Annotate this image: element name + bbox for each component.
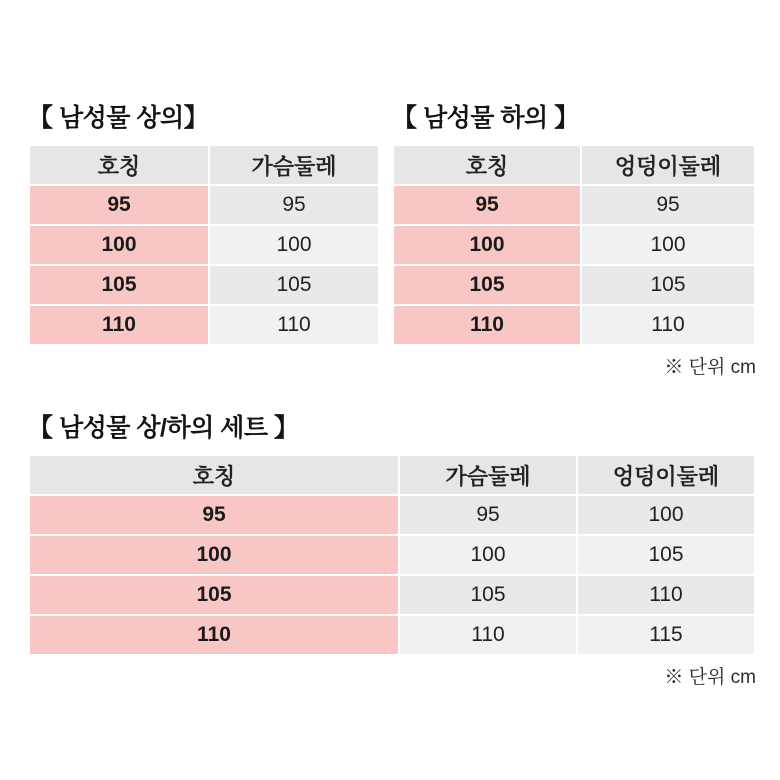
table-row [394, 306, 754, 344]
section-title-mens-bottom: 【 남성물 하의 】 [392, 104, 579, 132]
cell-size: 100 [30, 536, 398, 574]
table-row [394, 266, 754, 304]
column-header-size: 호칭 [30, 146, 208, 184]
unit-note: ※ 단위 cm [664, 667, 756, 688]
cell-size: 105 [30, 576, 398, 614]
cell-size: 95 [394, 186, 580, 224]
cell-size: 105 [394, 266, 580, 304]
table-row [30, 186, 378, 224]
cell-hip: 95 [582, 186, 754, 224]
cell-size: 100 [30, 226, 208, 264]
cell-size: 100 [394, 226, 580, 264]
cell-size: 110 [30, 616, 398, 654]
table-mens-top [28, 144, 380, 346]
cell-hip: 100 [582, 226, 754, 264]
section-title-mens-top: 【 남성물 상의】 [28, 104, 209, 132]
unit-note: ※ 단위 cm [664, 357, 756, 378]
column-header-chest: 가슴둘레 [400, 456, 576, 494]
column-header-hip: 엉덩이둘레 [578, 456, 754, 494]
table-row [30, 576, 754, 614]
cell-size: 105 [30, 266, 208, 304]
cell-chest: 100 [210, 226, 378, 264]
cell-chest: 110 [210, 306, 378, 344]
cell-chest: 105 [400, 576, 576, 614]
section-mens-top [28, 98, 380, 346]
table-row [30, 616, 754, 654]
table-row [394, 226, 754, 264]
table-row [30, 536, 754, 574]
table-header-row [30, 456, 754, 494]
column-header-hip: 엉덩이둘레 [582, 146, 754, 184]
cell-size: 95 [30, 186, 208, 224]
table-header-row [394, 146, 754, 184]
cell-chest: 105 [210, 266, 378, 304]
cell-chest: 100 [400, 536, 576, 574]
cell-hip: 100 [578, 496, 754, 534]
cell-hip: 105 [582, 266, 754, 304]
section-mens-set [28, 408, 756, 689]
table-header-row [30, 146, 378, 184]
cell-chest: 110 [400, 616, 576, 654]
column-header-size: 호칭 [394, 146, 580, 184]
cell-size: 110 [394, 306, 580, 344]
cell-size: 110 [30, 306, 208, 344]
cell-chest: 95 [210, 186, 378, 224]
table-mens-set [28, 454, 756, 656]
table-row [394, 186, 754, 224]
section-title-mens-set: 【 남성물 상/하의 세트 】 [28, 414, 299, 442]
table-mens-bottom [392, 144, 756, 346]
cell-chest: 95 [400, 496, 576, 534]
section-mens-bottom [392, 98, 756, 379]
column-header-size: 호칭 [30, 456, 398, 494]
table-row [30, 226, 378, 264]
cell-hip: 110 [578, 576, 754, 614]
table-row [30, 496, 754, 534]
cell-hip: 110 [582, 306, 754, 344]
cell-hip: 105 [578, 536, 754, 574]
table-row [30, 266, 378, 304]
table-row [30, 306, 378, 344]
column-header-chest: 가슴둘레 [210, 146, 378, 184]
cell-hip: 115 [578, 616, 754, 654]
cell-size: 95 [30, 496, 398, 534]
